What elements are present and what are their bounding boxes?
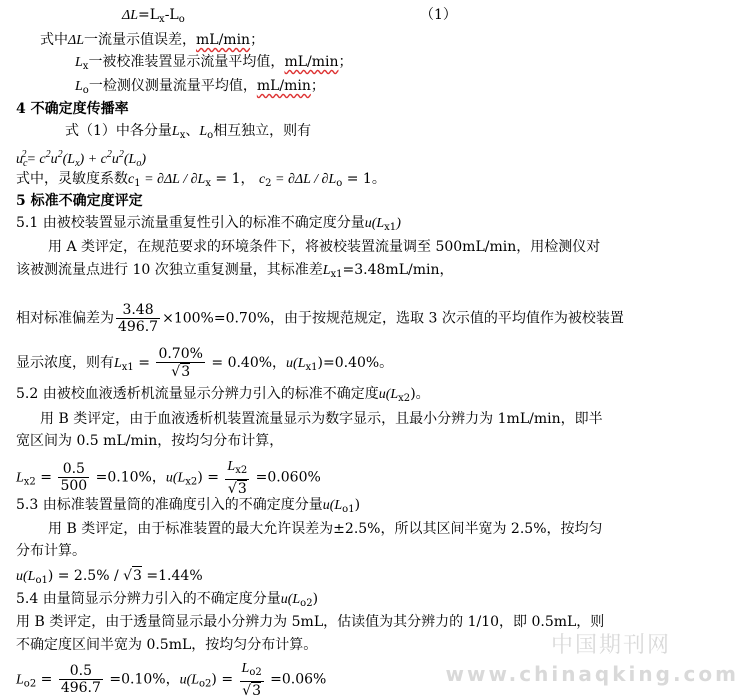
eq1-minus: -L bbox=[164, 7, 179, 23]
s52-title: 5.2 由被校血液透析机流量显示分辨力引入的标准不确定度$u(L_{x2})$。 bbox=[16, 386, 430, 404]
def-prefix: 式中 bbox=[40, 32, 68, 48]
sym: L bbox=[171, 124, 180, 139]
eq1-x: x bbox=[159, 14, 165, 25]
s53-para2: 分布计算。 bbox=[16, 543, 86, 559]
sub: x bbox=[179, 130, 186, 141]
sym: L bbox=[199, 124, 208, 139]
text: 相互独立，则有 bbox=[213, 123, 312, 139]
s52-formula: $L_{x2}$ = $\frac{0.5}{500}$ =0.10%，$u(L_{x2})$ = $\frac{L_{x2}}{√3}$ =0.060% bbox=[16, 459, 321, 497]
s51-para2: 该被测流量点进行 10 次独立重复测量，其标准差$L_{x1}=3.48mL/\min$， bbox=[16, 262, 454, 280]
watermark-url: www.chinaqking.com bbox=[445, 662, 739, 686]
sec4-para bbox=[65, 122, 311, 145]
s54-title: 5.4 由量筒显示分辨力引入的不确定度分量$u(L_{o2})$ bbox=[16, 591, 319, 609]
section-5-heading: 5 标准不确定度评定 bbox=[16, 193, 143, 209]
sec4-formula: $u_c^2= c^2u^2(L_x) + c^2u^2(L_o)$ bbox=[16, 149, 146, 169]
def-sym: L bbox=[75, 79, 83, 94]
def-text: 一流量示值误差， bbox=[84, 32, 197, 48]
s54-para1: 用 B 类评定，由于透量筒显示最小分辨力为 5mL，估读值为其分辨力的 1/10，即 0.5mL，则 bbox=[16, 614, 605, 630]
s53-formula: $u(L_{o1}) = 2.5\% / √3 =1.44\%$ bbox=[16, 568, 203, 586]
s51-para3: 相对标准偏差为 $\frac{3.48}{496.7}$ ×100%=0.70%，由于按规范规定，选取 3 次示值的平均值作为被校装置 bbox=[16, 302, 624, 335]
def-sub: o bbox=[82, 85, 89, 96]
def-text: 一被校准装置显示流量平均值， bbox=[88, 54, 285, 70]
text: 、 bbox=[185, 123, 200, 139]
def-unit: mL/min bbox=[196, 32, 251, 48]
sec4-sensitivity: 式中，灵敏度系数$c_1 = \partial\Delta L / \partial L_x = 1$， $c_2 = \partial\Delta L / \partial L_o = 1$。 bbox=[16, 171, 386, 189]
s51-para4: 显示浓度，则有$L_{x1}$ = $\frac{0.70\%}{√3}$ = 0.40%，$u(L_{x1})=0.40\%$。 bbox=[16, 346, 394, 380]
s53-title: 5.3 由标准装置量筒的准确度引入的不确定度分量$u(L_{o1})$ bbox=[16, 497, 361, 515]
def-lx bbox=[75, 53, 353, 76]
section-4-heading: 4 不确定度传播率 bbox=[16, 101, 129, 117]
eq1-eq: =L bbox=[138, 7, 160, 23]
s51-para1: 用 A 类评定，在规范要求的环境条件下，将被校装置流量调至 500mL/min，用检测仪对 bbox=[48, 239, 601, 255]
def-lo bbox=[75, 77, 325, 100]
fraction: $\frac{3.48}{496.7}$ bbox=[118, 302, 159, 335]
s52-para1: 用 B 类评定，由于血液透析机装置流量显示为数字显示，且最小分辨力为 1mL/min，即半 bbox=[40, 411, 603, 427]
sub: o bbox=[207, 130, 214, 141]
def-end: ； bbox=[250, 32, 265, 48]
equation-number: （1） bbox=[420, 7, 457, 23]
eq1-o: o bbox=[178, 14, 185, 25]
text: 式（1）中各分量 bbox=[65, 123, 172, 139]
def-end: ； bbox=[338, 54, 353, 70]
s54-formula: $L_{o2}$ = $\frac{0.5}{496.7}$ =0.10%，$u(L_{o2})$ = $\frac{L_{o2}}{√3}$ =0.06% bbox=[16, 661, 327, 699]
def-text: 一检测仪测量流量平均值， bbox=[88, 78, 257, 94]
eq1-lhs: ΔL bbox=[122, 8, 139, 23]
def-end: ； bbox=[310, 78, 325, 94]
def-sub: x bbox=[82, 61, 89, 72]
s52-para2: 宽区间为 0.5 mL/min，按均匀分布计算， bbox=[16, 433, 284, 449]
fraction: $\frac{0.70\%}{√3}$ bbox=[158, 346, 203, 380]
s53-para1: 用 B 类评定，由于标准装置的最大允许误差为±2.5%，所以其区间半宽为 2.5%，按均匀 bbox=[48, 521, 603, 537]
watermark-cn: 中国期刊网 bbox=[550, 633, 671, 658]
def-sym: ΔL bbox=[68, 33, 85, 48]
def-delta-l bbox=[40, 31, 264, 50]
s54-para2: 不确定度区间半宽为 0.5mL，按均匀分布计算。 bbox=[16, 637, 318, 653]
equation-1 bbox=[122, 6, 185, 29]
def-unit: mL/min bbox=[256, 78, 311, 94]
def-sym: L bbox=[75, 55, 83, 70]
def-unit: mL/min bbox=[284, 54, 339, 70]
s51-title: 5.1 由被校装置显示流量重复性引入的标准不确定度分量$u(L_{x1})$ bbox=[16, 215, 401, 233]
